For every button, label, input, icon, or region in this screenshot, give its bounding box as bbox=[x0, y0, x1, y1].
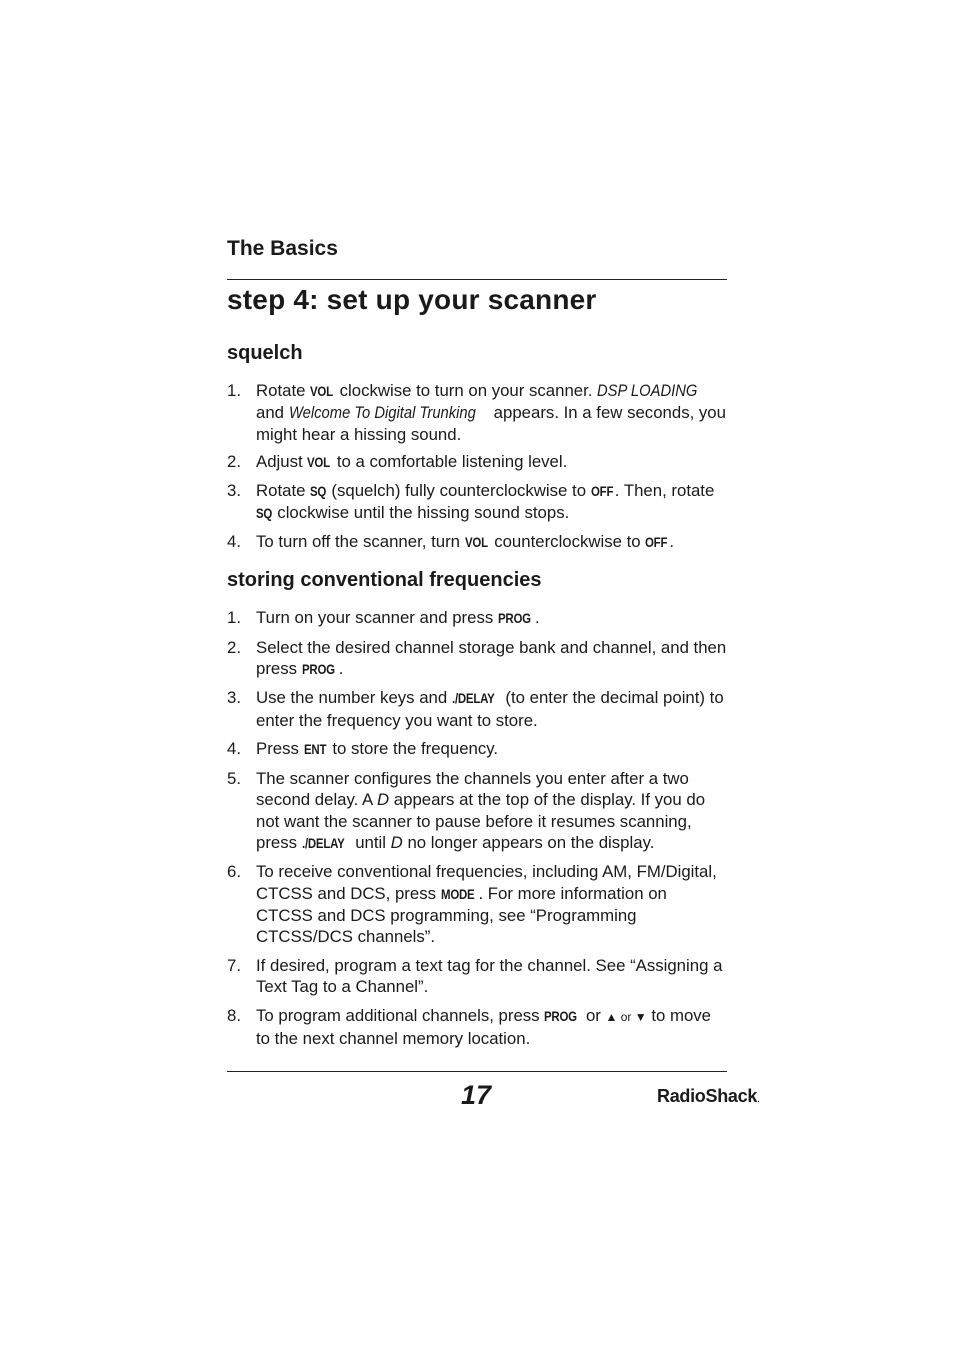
step-number: 4. bbox=[227, 739, 241, 759]
step-item bbox=[227, 1005, 727, 1050]
step-number: 6. bbox=[227, 862, 241, 882]
text-run: If desired, program a text tag for the channel. See “Assigning a Text Tag to a Channel”. bbox=[256, 955, 723, 997]
step-text bbox=[256, 608, 540, 627]
key-label: VOL bbox=[464, 534, 488, 551]
text-run: . bbox=[669, 532, 675, 552]
text-run: Rotate bbox=[256, 381, 311, 400]
step-item bbox=[227, 607, 727, 629]
text-run: to move to the next channel memory location. bbox=[256, 1005, 712, 1049]
step-number: 7. bbox=[227, 955, 241, 975]
step-text bbox=[256, 769, 705, 852]
key-label: OFF bbox=[645, 534, 668, 551]
step-item bbox=[227, 380, 727, 445]
step-number: 1. bbox=[227, 608, 241, 627]
text-run: The scanner configures the channels you enter after a two second delay. A bbox=[256, 768, 689, 810]
text-run: until bbox=[350, 832, 391, 852]
step-item bbox=[227, 451, 727, 473]
text-run: To turn off the scanner, turn bbox=[256, 532, 465, 552]
key-label: ./DELAY bbox=[301, 834, 345, 851]
storing-steps bbox=[227, 607, 727, 1057]
step-number: 2. bbox=[227, 452, 241, 472]
page-title: step 4: set up your scanner bbox=[227, 284, 597, 315]
text-run: clockwise until the hissing sound stops. bbox=[272, 503, 570, 523]
key-label: ENT bbox=[303, 741, 326, 758]
step-text bbox=[256, 739, 498, 758]
step-text bbox=[256, 862, 717, 946]
step-number: 3. bbox=[227, 481, 241, 501]
step-item bbox=[227, 861, 727, 947]
text-run: Turn on your scanner and press bbox=[256, 608, 498, 627]
arrow-icon: ▲ bbox=[605, 1009, 618, 1024]
step-text bbox=[256, 532, 674, 551]
text-run: counterclockwise to bbox=[489, 532, 646, 552]
text-run: and bbox=[256, 403, 289, 423]
step-text bbox=[256, 1006, 711, 1048]
text-run: . bbox=[534, 608, 540, 627]
key-label: MODE bbox=[440, 885, 475, 902]
key-label: PROG bbox=[497, 610, 531, 626]
step-item bbox=[227, 768, 727, 854]
step-text bbox=[256, 381, 726, 444]
step-number: 5. bbox=[227, 768, 241, 788]
key-label: SQ bbox=[256, 505, 273, 522]
key-label: OFF bbox=[590, 483, 613, 500]
text-run: Press bbox=[256, 739, 304, 759]
step-item bbox=[227, 480, 727, 525]
text-run: Use the number keys and bbox=[256, 688, 452, 708]
step-item bbox=[227, 687, 727, 731]
page-number: 17 bbox=[461, 1080, 492, 1110]
arrow-icon: ▼ bbox=[634, 1009, 647, 1024]
display-text: D bbox=[376, 790, 390, 810]
step-text bbox=[256, 956, 722, 996]
step-number: 4. bbox=[227, 532, 241, 552]
text-run: To receive conventional frequencies, including AM, FM/Digital, CTCSS and DCS, press bbox=[256, 862, 717, 903]
text-run: clockwise to turn on your scanner. bbox=[335, 381, 598, 400]
text-run: (squelch) fully counterclockwise to bbox=[326, 481, 591, 501]
text-run: to store the frequency. bbox=[327, 739, 499, 759]
brand-name: RadioShack bbox=[657, 1086, 758, 1106]
squelch-heading: squelch bbox=[227, 342, 303, 364]
step-number: 8. bbox=[227, 1005, 241, 1025]
text-run: Select the desired channel storage bank and channel, and then press bbox=[256, 637, 727, 678]
display-text: D bbox=[390, 832, 403, 852]
step-item bbox=[227, 531, 727, 553]
text-run: Rotate bbox=[256, 481, 311, 501]
step-item bbox=[227, 955, 727, 998]
text-run: or bbox=[581, 1005, 606, 1025]
text-run: or bbox=[617, 1009, 635, 1024]
text-run: appears at the top of the display. If you do not want the scanner to pause before it resumes scanning, press bbox=[256, 790, 706, 852]
step-text bbox=[256, 452, 567, 471]
storing-heading: storing conventional frequencies bbox=[227, 569, 542, 591]
top-divider bbox=[227, 279, 727, 280]
text-run: To program additional channels, press bbox=[256, 1005, 545, 1025]
text-run: appears. In a few seconds, you might hear a hissing sound. bbox=[256, 403, 726, 444]
key-label: PROG bbox=[301, 660, 335, 677]
text-run: no longer appears on the display. bbox=[402, 832, 655, 852]
key-label: PROG bbox=[544, 1007, 578, 1024]
key-label: VOL bbox=[307, 454, 331, 471]
text-run: . Then, rotate bbox=[614, 481, 715, 501]
step-item bbox=[227, 637, 727, 681]
text-run: . bbox=[338, 658, 344, 678]
text-run: (to enter the decimal point) to enter the frequency you want to store. bbox=[256, 688, 724, 730]
text-run: to a comfortable listening level. bbox=[332, 452, 568, 472]
step-number: 2. bbox=[227, 637, 241, 657]
brand-logo bbox=[657, 1086, 760, 1107]
key-label: VOL bbox=[310, 383, 333, 399]
bottom-divider bbox=[227, 1071, 727, 1072]
text-run: Adjust bbox=[256, 452, 308, 472]
key-label: ./DELAY bbox=[451, 690, 495, 707]
step-text bbox=[256, 688, 724, 729]
key-label: SQ bbox=[310, 483, 327, 500]
text-run: . For more information on CTCSS and DCS programming, see “Programming CTCSS/DCS channels”. bbox=[256, 883, 667, 947]
step-item bbox=[227, 738, 727, 760]
section-heading: The Basics bbox=[227, 237, 338, 260]
step-number: 3. bbox=[227, 688, 241, 708]
display-text: Welcome To Digital Trunking bbox=[288, 403, 476, 423]
squelch-steps bbox=[227, 380, 727, 560]
brand-dot: . bbox=[757, 1093, 760, 1105]
display-text: DSP LOADING bbox=[597, 381, 698, 400]
step-text bbox=[256, 638, 726, 678]
step-text bbox=[256, 481, 714, 522]
step-number: 1. bbox=[227, 381, 241, 400]
